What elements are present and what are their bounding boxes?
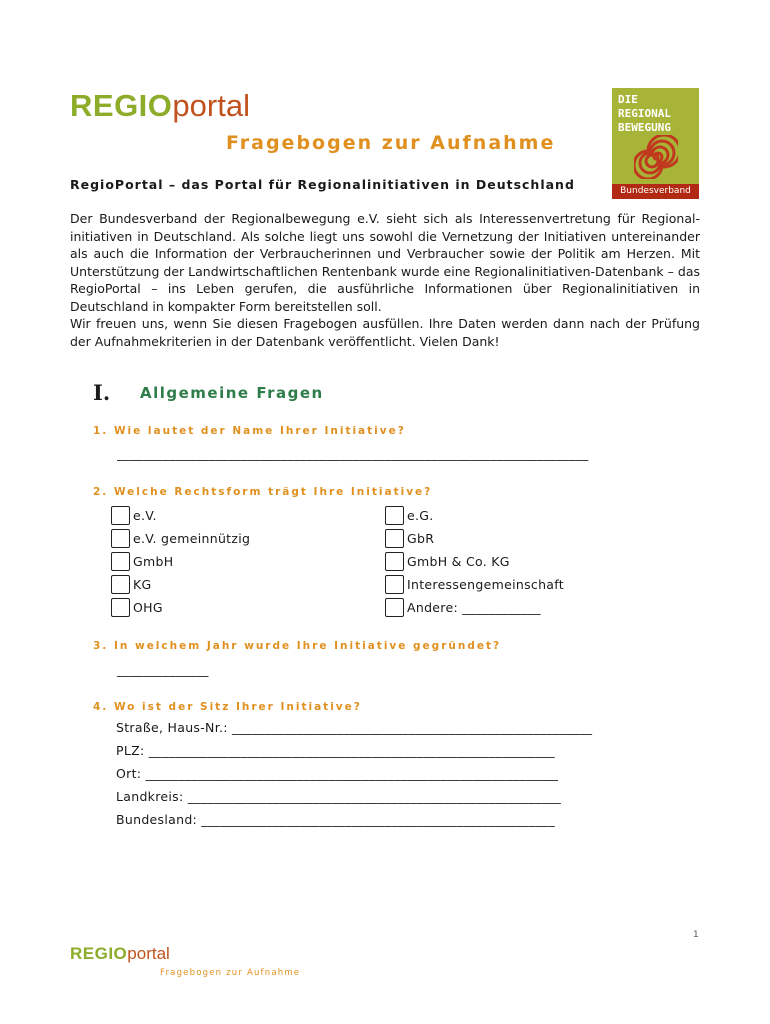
checkbox-eg[interactable] xyxy=(385,506,404,525)
option-ev-gemeinnuetzig[interactable]: e.V. gemeinnützig xyxy=(111,527,250,550)
footer-logo xyxy=(70,945,170,963)
checkbox-andere[interactable] xyxy=(385,598,404,617)
page-subtitle: RegioPortal – das Portal für Regionalinitiativen in Deutschland xyxy=(70,177,575,192)
checkbox-kg[interactable] xyxy=(111,575,130,594)
plz-field[interactable]: PLZ: ______________________________________________________________ xyxy=(116,743,555,758)
badge-line-2: REGIONAL xyxy=(618,107,671,120)
badge-line-3: BEWEGUNG xyxy=(618,121,671,134)
spiral-icon xyxy=(634,135,678,179)
rechtsform-options-left xyxy=(111,504,250,619)
question-1-name-input[interactable]: ________________________________________________________________________ xyxy=(117,446,589,461)
section-number: I. xyxy=(93,380,111,405)
option-interessengemeinschaft[interactable]: Interessengemeinschaft xyxy=(385,573,564,596)
question-4-label: 4. Wo ist der Sitz Ihrer Initiative? xyxy=(93,701,362,713)
regionalbewegung-badge xyxy=(612,88,699,199)
intro-paragraph-2: Wir freuen uns, wenn Sie diesen Fragebogen ausfüllen. Ihre Daten werden dann nach der Prüfung der Aufnahmekriterien in der Datenbank veröffentlicht. Vielen Dank! xyxy=(70,316,700,349)
question-2-label: 2. Welche Rechtsform trägt Ihre Initiative? xyxy=(93,486,433,498)
option-eg[interactable]: e.G. xyxy=(385,504,564,527)
intro-paragraph-1: Der Bundesverband der Regionalbewegung e.V. sieht sich als Interessenvertretung für Regional-initiativen in Deutschland. Als solche liegt uns sowohl die Vernetzung der Initiativen untereinander als auch die Information der Verbraucherinnen und Verbraucher sowie der Politik am Herzen. Mit Unterstützung der Landwirtschaftlichen Rentenbank wurde eine Regionalinitiativen-Datenbank – das RegioPortal – ins Leben gerufen, die ausführliche Informationen über Regionalinitiativen in Deutschland in kompakter Form bereitstellen soll. xyxy=(70,211,700,314)
checkbox-gmbh-co-kg[interactable] xyxy=(385,552,404,571)
checkbox-interessengemeinschaft[interactable] xyxy=(385,575,404,594)
bundesland-field[interactable]: Bundesland: ______________________________________________________ xyxy=(116,812,556,827)
checkbox-gbr[interactable] xyxy=(385,529,404,548)
footer-caption: Fragebogen zur Aufnahme xyxy=(160,968,301,978)
badge-line-1: DIE xyxy=(618,93,638,106)
logo-portal-text: portal xyxy=(172,88,250,123)
logo-regio-text: REGIO xyxy=(70,88,173,123)
checkbox-ohg[interactable] xyxy=(111,598,130,617)
option-andere[interactable]: Andere: ____________ xyxy=(385,596,564,619)
question-3-label: 3. In welchem Jahr wurde Ihre Initiative gegründet? xyxy=(93,640,502,652)
checkbox-ev[interactable] xyxy=(111,506,130,525)
option-gmbh-co-kg[interactable]: GmbH & Co. KG xyxy=(385,550,564,573)
address-fields xyxy=(116,720,701,835)
option-gmbh[interactable]: GmbH xyxy=(111,550,250,573)
street-field[interactable]: Straße, Haus-Nr.: _______________________________________________________ xyxy=(116,720,593,735)
question-1-label: 1. Wie lautet der Name Ihrer Initiative? xyxy=(93,425,406,437)
regioportal-logo xyxy=(70,90,250,121)
page-number: 1 xyxy=(693,930,699,940)
rechtsform-options-right xyxy=(385,504,564,619)
intro-text xyxy=(70,210,700,350)
checkbox-ev-gemeinnuetzig[interactable] xyxy=(111,529,130,548)
ort-field[interactable]: Ort: _______________________________________________________________ xyxy=(116,766,559,781)
landkreis-field[interactable]: Landkreis: _________________________________________________________ xyxy=(116,789,562,804)
option-ohg[interactable]: OHG xyxy=(111,596,250,619)
page-title: Fragebogen zur Aufnahme xyxy=(226,132,556,154)
footer-logo-portal: portal xyxy=(127,944,170,963)
question-3-year-input[interactable]: ______________ xyxy=(117,662,209,677)
option-kg[interactable]: KG xyxy=(111,573,250,596)
badge-footer: Bundesverband xyxy=(612,184,699,199)
option-ev[interactable]: e.V. xyxy=(111,504,250,527)
section-title: Allgemeine Fragen xyxy=(140,384,324,402)
option-gbr[interactable]: GbR xyxy=(385,527,564,550)
checkbox-gmbh[interactable] xyxy=(111,552,130,571)
footer-logo-regio: REGIO xyxy=(70,944,128,963)
